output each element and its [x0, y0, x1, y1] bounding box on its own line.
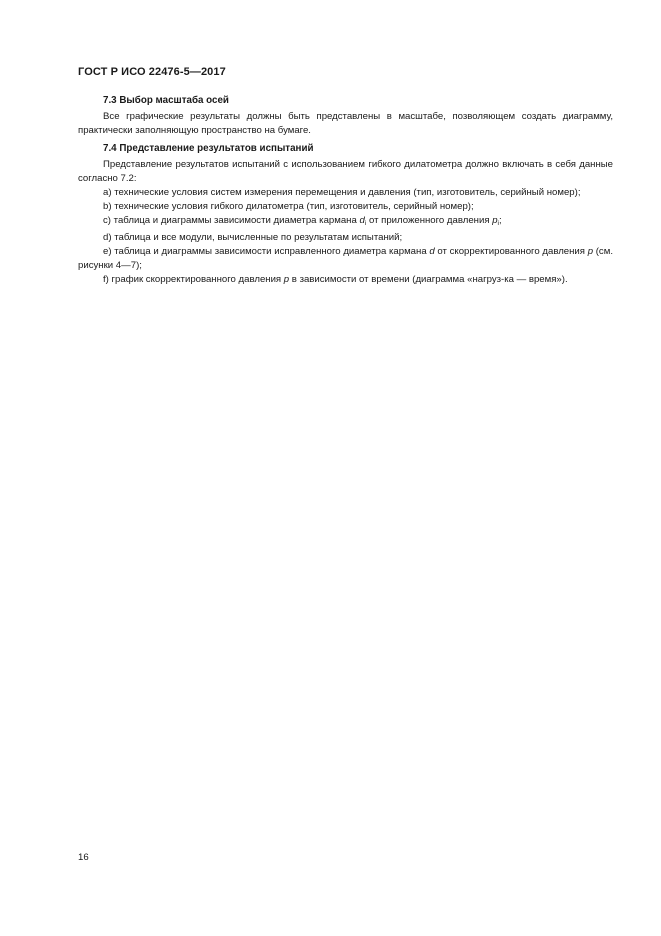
- section-7-3: [78, 94, 613, 138]
- list-item-d: d) таблица и все модули, вычисленные по результатам испытаний;: [103, 232, 403, 243]
- list-item-text: ;: [499, 215, 502, 226]
- section-heading: 7.4 Представление результатов испытаний: [103, 143, 314, 154]
- section-paragraph: Все графические результаты должны быть представлены в масштабе, позволяющем создать диаграмму, практически заполняющую пространство на бумаге.: [78, 111, 613, 136]
- section-7-4: [78, 142, 613, 287]
- list-item-e: [78, 245, 613, 273]
- list-item-text: от приложенного давления: [366, 215, 493, 226]
- variable-p: p: [492, 215, 498, 226]
- list-item-text: c) таблица и диаграммы зависимости диаметра кармана: [103, 215, 360, 226]
- section-paragraph: Представление результатов испытаний с использованием гибкого дилатометра должно включать в себя данные согласно 7.2:: [78, 159, 613, 184]
- variable-d: d: [359, 215, 365, 226]
- list-item-c: [78, 214, 613, 231]
- page-number: 16: [78, 852, 89, 863]
- list-item-text: (см. рисунки 4—7);: [78, 246, 613, 271]
- list-item-b: b) технические условия гибкого дилатометра (тип, изготовитель, серийный номер);: [103, 201, 474, 212]
- list-item-text: f) график скорректированного давления: [103, 274, 284, 285]
- document-header: ГОСТ Р ИСО 22476-5—2017: [78, 66, 226, 78]
- document-body: [78, 94, 613, 291]
- list-item-text: e) таблица и диаграммы зависимости исправленного диаметра кармана: [103, 246, 430, 257]
- list-item-f: [78, 273, 613, 287]
- subscript-i: i: [497, 220, 499, 227]
- list-item-text: в зависимости от времени (диаграмма «нагруз-ка — время»).: [289, 274, 568, 285]
- variable-d: d: [429, 246, 435, 257]
- list-item-a: a) технические условия систем измерения перемещения и давления (тип, изготовитель, серийный номер);: [103, 187, 581, 198]
- variable-p: p: [587, 246, 594, 257]
- list-item-text: от скорректированного давления: [434, 246, 588, 257]
- section-heading: 7.3 Выбор масштаба осей: [103, 95, 229, 106]
- variable-p: p: [283, 274, 290, 285]
- subscript-i: i: [364, 220, 367, 227]
